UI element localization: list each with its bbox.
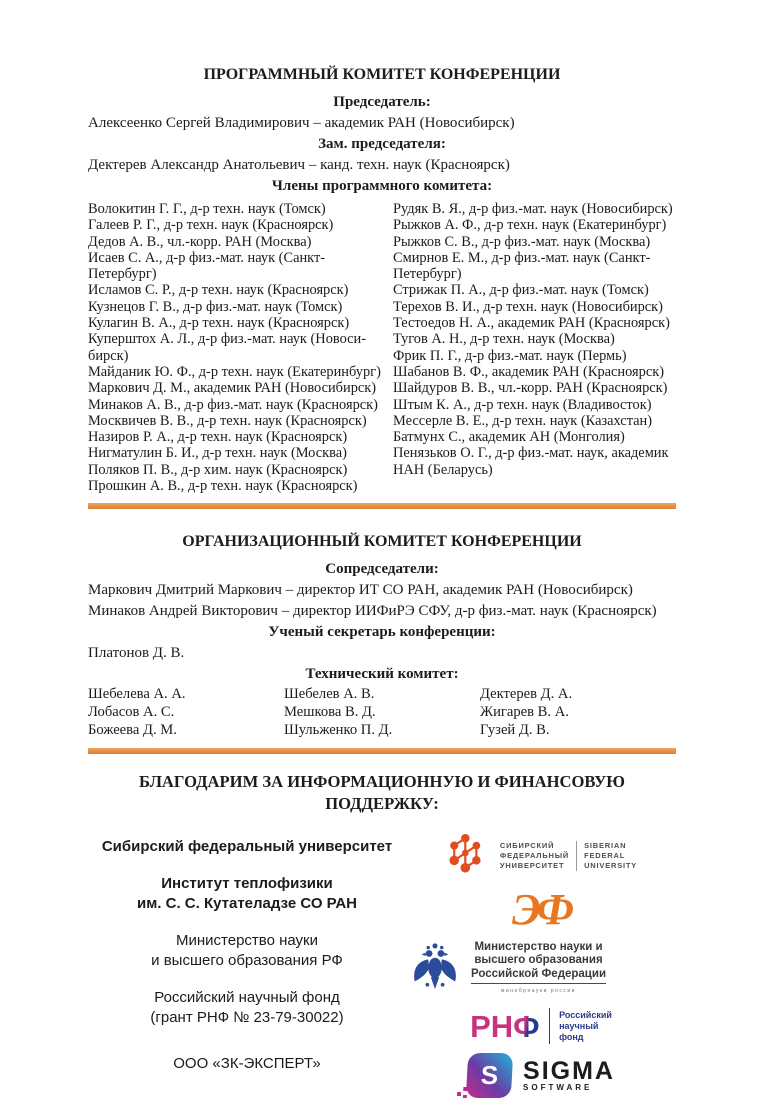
members-column-left	[88, 201, 393, 494]
members-label: Члены программного комитета:	[271, 178, 493, 194]
ministry-logo-text	[471, 941, 606, 999]
sponsor-name-line: (грант РНФ № 23-79-30022)	[150, 1009, 344, 1027]
sfu-logo-text	[500, 841, 637, 871]
sigma-letter: S	[480, 1060, 499, 1091]
member-entry: Смирнов Е. М., д-р физ.-мат. наук (Санкт-Петербург)	[393, 249, 651, 283]
sponsor-name-ministry	[88, 931, 406, 971]
member-entry: Стрижак П. А., д-р физ.-мат. наук (Томск)	[393, 282, 649, 299]
member-entry: Рыжков А. Ф., д-р техн. наук (Екатеринбург)	[393, 217, 667, 234]
tech-member-entry: Шебелева А. А.	[88, 686, 186, 703]
tech-member-entry: Божеева Д. М.	[88, 721, 177, 738]
ministry-text-line: Российской Федерации	[471, 967, 607, 980]
tech-committee-list	[88, 686, 676, 739]
sigma-pixel-dots-icon	[457, 1092, 461, 1096]
sponsor-name-rnf	[88, 988, 406, 1028]
sponsor-name-zk-expert	[88, 1054, 406, 1074]
sponsor-name-sfu	[88, 837, 406, 857]
member-entry: Маркович Д. М., академик РАН (Новосибирск)	[88, 380, 377, 397]
sfu-name-en	[576, 841, 637, 871]
double-eagle-icon	[408, 939, 462, 1000]
rnf-logo-text	[559, 1010, 612, 1043]
deputy-chairman-name: Дектерев Александр Анатольевич – канд. техн. наук (Красноярск)	[88, 157, 510, 173]
member-entry: Штым К. А., д-р техн. наук (Владивосток)	[393, 396, 652, 413]
cochairs-label: Сопредседатели:	[325, 561, 439, 578]
sponsor-names-column	[88, 827, 406, 1098]
sponsor-name-line: Министерство науки	[175, 932, 318, 950]
sponsor-name-line: ООО «ЗК-ЭКСПЕРТ»	[173, 1055, 321, 1073]
sfu-name-line: SIBERIAN	[584, 840, 627, 850]
rnf-text-line: Российский	[559, 1009, 612, 1020]
sfu-name-line: ФЕДЕРАЛЬНЫЙ	[499, 850, 570, 860]
sfu-molecule-icon	[445, 829, 493, 882]
member-entry: Пенязьков О. Г., д-р физ.-мат. наук, академик НАН (Беларусь)	[393, 445, 669, 478]
member-entry: Тестоедов Н. А., академик РАН (Красноярск)	[393, 315, 670, 332]
rnf-logo	[470, 1008, 612, 1044]
sigma-subtitle: SOFTWARE	[523, 1082, 593, 1092]
sponsors-section	[88, 771, 676, 1098]
tech-member-entry: Шульженко П. Д.	[284, 721, 393, 738]
tech-member-entry: Шебелев А. В.	[284, 686, 375, 703]
secretary-name: Платонов Д. В.	[88, 645, 185, 662]
chairman-name: Алексеенко Сергей Владимирович – академик РАН (Новосибирск)	[88, 115, 515, 131]
tech-member-entry: Жигарев В. А.	[480, 703, 569, 720]
member-entry: Исаев С. А., д-р физ.-мат. наук (Санкт-Петербург)	[88, 249, 326, 283]
member-entry: Мессерле В. Е., д-р техн. наук (Казахстан)	[393, 412, 653, 429]
member-entry: Волокитин Г. Г., д-р техн. наук (Томск)	[88, 201, 326, 217]
rnf-text-line: научный	[559, 1020, 599, 1031]
section-divider-bottom	[88, 748, 676, 754]
tech-member-entry: Гузей Д. В.	[480, 721, 550, 738]
member-entry: Тугов А. Н., д-р техн. наук (Москва)	[393, 331, 615, 348]
member-entry: Поляков П. В., д-р хим. наук (Красноярск)	[88, 461, 348, 478]
thermophysics-monogram-icon: ЭФ	[511, 885, 571, 935]
cochair-entry: Маркович Дмитрий Маркович – директор ИТ СО РАН, академик РАН (Новосибирск)	[88, 582, 633, 599]
sfu-logo	[445, 829, 637, 882]
member-entry: Кузнецов Г. В., д-р физ.-мат. наук (Томск)	[88, 298, 343, 315]
sponsor-name-line: Российский научный фонд	[154, 989, 340, 1007]
tech-committee-label: Технический комитет:	[305, 666, 459, 683]
sfu-name-line: FEDERAL	[584, 850, 626, 860]
member-entry: Москвичев В. В., д-р техн. наук (Красноярск)	[88, 412, 367, 429]
member-entry: Батмунх С., академик АН (Монголия)	[393, 429, 625, 446]
sigma-s-icon	[466, 1053, 513, 1098]
member-entry: Дедов А. В., чл.-корр. РАН (Москва)	[88, 233, 312, 250]
member-entry: Шайдуров В. В., чл.-корр. РАН (Красноярск)	[393, 380, 668, 397]
sigma-logo	[467, 1053, 615, 1098]
sfu-name-line: UNIVERSITY	[584, 860, 638, 870]
member-entry: Шабанов В. Ф., академик РАН (Красноярск)	[393, 363, 665, 380]
tech-column-3	[480, 686, 676, 739]
ministry-text-line: высшего образования	[474, 954, 603, 967]
sponsors-grid	[88, 827, 676, 1098]
thermophysics-logo	[512, 886, 570, 934]
section-divider-top	[88, 503, 676, 509]
ministry-logo-caption: минобрнауки россии	[471, 983, 606, 999]
member-entry: Нигматулин Б. И., д-р техн. наук (Москва)	[88, 445, 347, 462]
sfu-name-ru	[500, 841, 569, 871]
member-entry: Фрик П. Г., д-р физ.-мат. наук (Пермь)	[393, 347, 627, 364]
member-entry: Куперштох А. Л., д-р физ.-мат. наук (Новоси-бирск)	[88, 331, 367, 364]
sponsor-name-line: Сибирский федеральный университет	[101, 838, 393, 856]
org-committee-title: ОРГАНИЗАЦИОННЫЙ КОМИТЕТ КОНФЕРЕНЦИИ	[182, 533, 582, 551]
ministry-text-line: Министерство науки и	[474, 940, 603, 953]
member-entry: Терехов В. И., д-р техн. наук (Новосибирск)	[393, 298, 663, 315]
tech-column-2	[284, 686, 480, 739]
program-committee-title: ПРОГРАММНЫЙ КОМИТЕТ КОНФЕРЕНЦИИ	[203, 66, 561, 83]
sponsor-logos-column	[406, 827, 676, 1098]
sponsor-name-line: Институт теплофизики	[161, 875, 333, 893]
members-list	[88, 201, 676, 494]
ministry-logo	[408, 939, 606, 1000]
sponsor-name-line: им. С. С. Кутателадзе СО РАН	[136, 895, 358, 913]
rnf-abbr-icon	[470, 1008, 540, 1044]
member-entry: Кулагин В. А., д-р техн. наук (Красноярск)	[88, 315, 350, 332]
deputy-chairman-label: Зам. председателя:	[318, 136, 446, 152]
member-entry: Исламов С. Р., д-р техн. наук (Красноярск)	[88, 282, 349, 299]
sigma-logo-text	[523, 1056, 615, 1092]
rnf-abbr-right: Ф	[513, 1008, 540, 1044]
sfu-name-line: СИБИРСКИЙ	[499, 840, 555, 850]
member-entry: Назиров Р. А., д-р техн. наук (Красноярск)	[88, 429, 348, 446]
member-entry: Рыжков С. В., д-р физ.-мат. наук (Москва)	[393, 233, 651, 250]
secretary-label: Ученый секретарь конференции:	[268, 624, 496, 641]
tech-member-entry: Мешкова В. Д.	[284, 703, 376, 720]
member-entry: Майданик Ю. Ф., д-р техн. наук (Екатеринбург)	[88, 363, 381, 380]
sponsor-name-thermophysics	[88, 874, 406, 914]
sigma-name: SIGMA	[523, 1056, 615, 1085]
member-entry: Галеев Р. Г., д-р техн. наук (Красноярск)	[88, 217, 334, 234]
org-committee-section	[88, 531, 676, 739]
rnf-abbr-left: РН	[470, 1008, 514, 1044]
rnf-divider-line	[549, 1008, 551, 1044]
sfu-name-line: УНИВЕРСИТЕТ	[499, 860, 565, 870]
members-column-right	[393, 201, 676, 494]
rnf-text-line: фонд	[559, 1031, 584, 1042]
member-entry: Рудяк В. Я., д-р физ.-мат. наук (Новосибирск)	[393, 201, 673, 217]
sponsor-name-line: и высшего образования РФ	[151, 952, 343, 970]
tech-column-1	[88, 686, 284, 739]
cochair-entry: Минаков Андрей Викторович – директор ИИФиРЭ СФУ, д-р физ.-мат. наук (Красноярск)	[88, 603, 657, 620]
program-committee-section	[88, 64, 676, 494]
tech-member-entry: Лобасов А. С.	[88, 703, 175, 720]
member-entry: Минаков А. В., д-р физ.-мат. наук (Красноярск)	[88, 396, 378, 413]
sponsors-title: БЛАГОДАРИМ ЗА ИНФОРМАЦИОННУЮ И ФИНАНСОВУЮ ПОДДЕРЖКУ:	[139, 772, 625, 814]
chairman-label: Председатель:	[333, 94, 431, 110]
tech-member-entry: Дектерев Д. А.	[480, 686, 573, 703]
member-entry: Прошкин А. В., д-р техн. наук (Красноярск)	[88, 478, 358, 495]
